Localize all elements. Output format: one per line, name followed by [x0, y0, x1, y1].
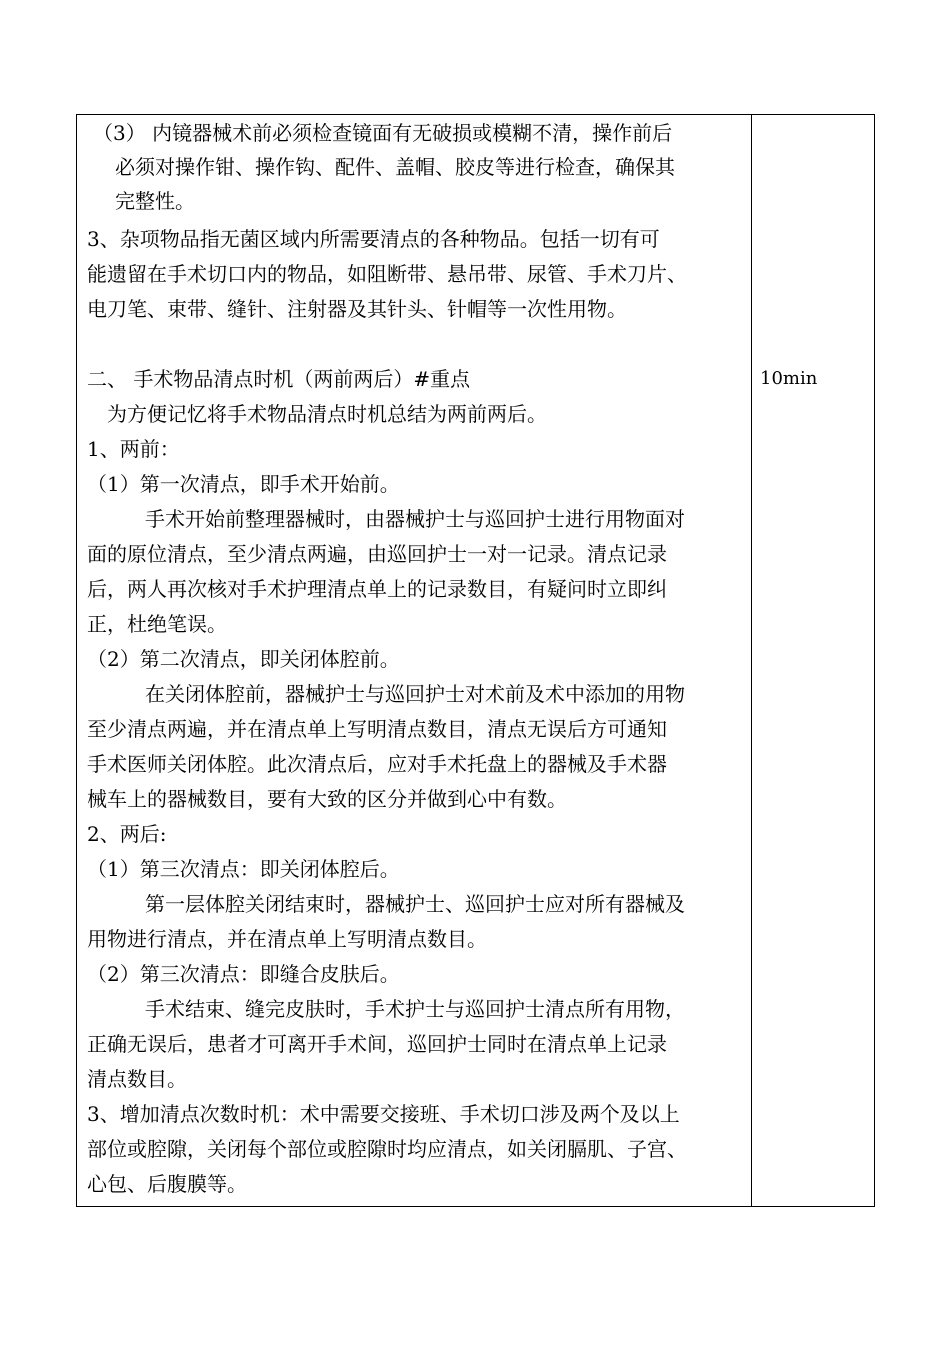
text-line: 部位或腔隙，关闭每个部位或腔隙时均应清点，如关闭膈肌、子宫、 [87, 1137, 687, 1161]
text-line: 手术医师关闭体腔。此次清点后，应对手术托盘上的器械及手术器 [87, 752, 667, 776]
text-line: 2、两后: [87, 822, 167, 846]
lesson-table [76, 114, 875, 1207]
text-line: 械车上的器械数目，要有大致的区分并做到心中有数。 [87, 787, 567, 811]
text-line: 手术结束、缝完皮肤时，手术护士与巡回护士清点所有用物， [145, 997, 685, 1021]
text-line: 3、杂项物品指无菌区域内所需要清点的各种物品。包括一切有可 [87, 227, 660, 251]
text-line: （2）第二次清点，即关闭体腔前。 [87, 647, 400, 671]
section-heading: 二、 手术物品清点时机（两前两后）#重点 [87, 367, 471, 391]
text-line: （2）第三次清点：即缝合皮肤后。 [87, 962, 400, 986]
text-line: 手术开始前整理器械时，由器械护士与巡回护士进行用物面对 [145, 507, 685, 531]
text-line: 清点数目。 [87, 1067, 187, 1091]
content-cell [77, 115, 751, 1206]
time-label: 10min [760, 368, 818, 389]
text-line: 为方便记忆将手术物品清点时机总结为两前两后。 [107, 402, 547, 426]
text-line: 在关闭体腔前，器械护士与巡回护士对术前及术中添加的用物 [145, 682, 685, 706]
text-line: 面的原位清点，至少清点两遍，由巡回护士一对一记录。清点记录 [87, 542, 667, 566]
text-line: 正，杜绝笔误。 [87, 612, 227, 636]
time-cell [752, 115, 874, 1206]
text-line: 必须对操作钳、操作钩、配件、盖帽、胶皮等进行检查，确保其 [115, 155, 675, 179]
text-line: 电刀笔、束带、缝针、注射器及其针头、针帽等一次性用物。 [87, 297, 627, 321]
text-line: 至少清点两遍，并在清点单上写明清点数目，清点无误后方可通知 [87, 717, 667, 741]
text-line: 能遗留在手术切口内的物品，如阻断带、悬吊带、尿管、手术刀片、 [87, 262, 687, 286]
text-line: 正确无误后，患者才可离开手术间，巡回护士同时在清点单上记录 [87, 1032, 667, 1056]
text-line: 第一层体腔关闭结束时，器械护士、巡回护士应对所有器械及 [145, 892, 685, 916]
text-line: 心包、后腹膜等。 [87, 1172, 247, 1196]
text-line: 3、增加清点次数时机：术中需要交接班、手术切口涉及两个及以上 [87, 1102, 680, 1126]
text-line: （1）第一次清点，即手术开始前。 [87, 472, 400, 496]
text-line: 后，两人再次核对手术护理清点单上的记录数目，有疑问时立即纠 [87, 577, 667, 601]
text-line: 用物进行清点，并在清点单上写明清点数目。 [87, 927, 487, 951]
text-line: 1、两前： [87, 437, 180, 461]
text-line: （3） 内镜器械术前必须检查镜面有无破损或模糊不清，操作前后 [93, 121, 673, 145]
text-line: （1）第三次清点：即关闭体腔后。 [87, 857, 400, 881]
text-line: 完整性。 [115, 189, 195, 213]
